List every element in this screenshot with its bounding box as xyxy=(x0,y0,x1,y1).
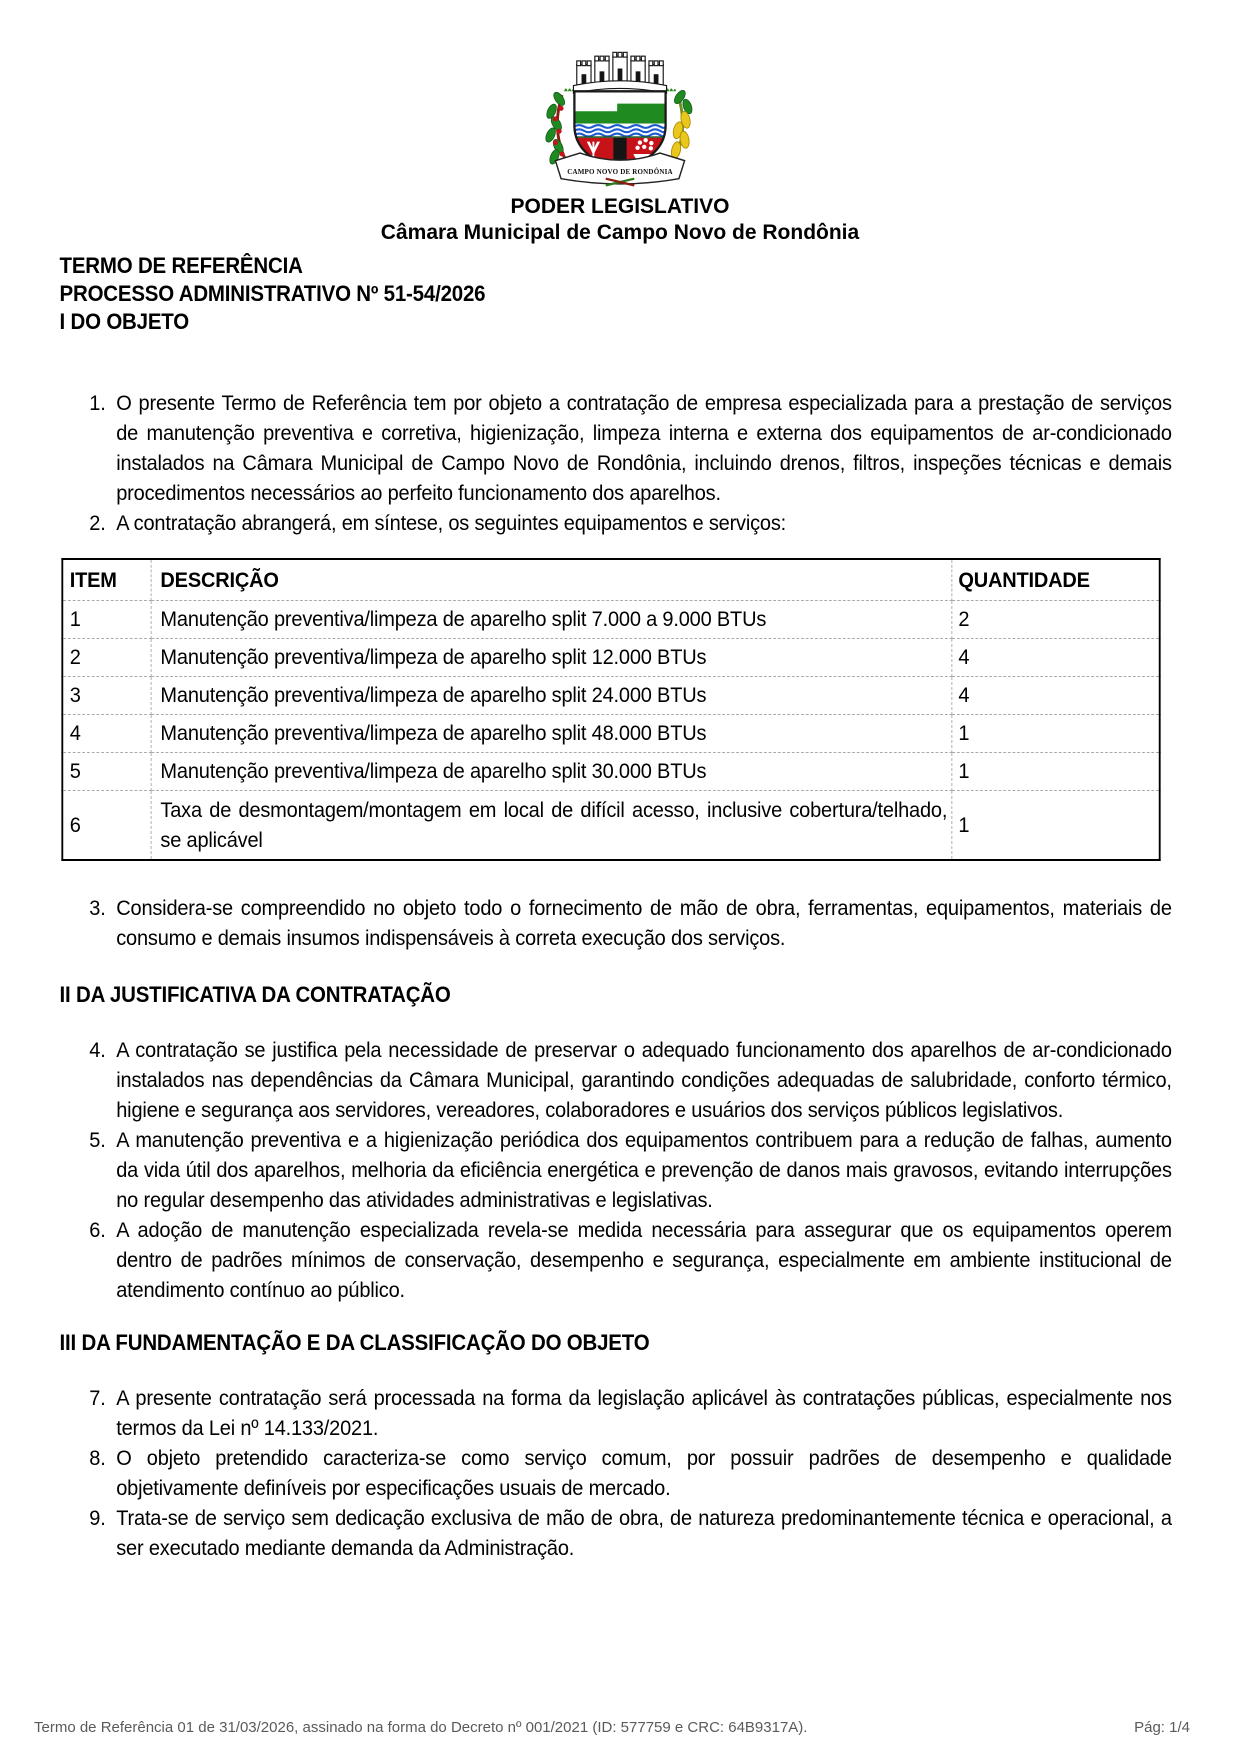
cell-item: 3 xyxy=(62,677,150,715)
table-header-row xyxy=(62,559,1159,601)
col-header-quantidade: QUANTIDADE xyxy=(951,559,1159,601)
table-row xyxy=(62,791,1159,861)
cell-item: 5 xyxy=(62,753,150,791)
table-row xyxy=(62,715,1159,753)
objeto-item-3 xyxy=(0,893,1172,953)
list-item-6-number: 6. xyxy=(89,1218,106,1242)
coat-of-arms-icon xyxy=(501,40,739,192)
list-item-3-text: Considera-se compreendido no objeto todo o fornecimento de mão de obra, ferramentas, equipamentos, materiais de consumo e demais insumos indispensáveis à correta execução dos serviços. xyxy=(116,896,1172,950)
list-item-8 xyxy=(89,1443,1172,1503)
list-item-4-number: 4. xyxy=(89,1038,106,1062)
coffee-branch-icon xyxy=(544,90,567,165)
list-item-7-number: 7. xyxy=(89,1386,106,1410)
col-header-descricao: DESCRIÇÃO xyxy=(151,559,952,601)
table-row xyxy=(62,677,1159,715)
table-row xyxy=(62,601,1159,639)
cell-qty: 4 xyxy=(951,639,1159,677)
list-item-7 xyxy=(89,1383,1172,1443)
list-item-8-text: O objeto pretendido caracteriza-se como serviço comum, por possuir padrões de desempenho e qualidade objetivamente definíveis por especificações usuais de mercado. xyxy=(116,1446,1172,1500)
list-item-9 xyxy=(89,1503,1172,1563)
list-item-5 xyxy=(89,1125,1172,1215)
cell-desc: Taxa de desmontagem/montagem em local de difícil acesso, inclusive cobertura/telhado, se aplicável xyxy=(151,791,952,861)
cell-desc: Manutenção preventiva/limpeza de aparelho split 12.000 BTUs xyxy=(151,639,952,677)
document-title-block xyxy=(60,252,1240,336)
crest-container xyxy=(0,0,1240,192)
cell-desc: Manutenção preventiva/limpeza de aparelho split 48.000 BTUs xyxy=(151,715,952,753)
cell-item: 1 xyxy=(62,601,150,639)
list-item-5-number: 5. xyxy=(89,1128,106,1152)
crest-motto: CAMPO NOVO DE RONDÔNIA xyxy=(567,167,673,176)
cell-qty: 1 xyxy=(951,791,1159,861)
mural-crown-icon xyxy=(573,52,666,93)
cell-item: 4 xyxy=(62,715,150,753)
list-item-1 xyxy=(89,388,1172,508)
section-heading-objeto: I DO OBJETO xyxy=(59,309,189,334)
objeto-items-1-2 xyxy=(0,388,1172,538)
list-item-6 xyxy=(89,1215,1172,1305)
footer-signature-note: Termo de Referência 01 de 31/03/2026, assinado na forma do Decreto nº 001/2021 (ID: 577759 e CRC: 64B9317A). xyxy=(34,1719,808,1736)
col-header-item: ITEM xyxy=(62,559,150,601)
cell-item: 6 xyxy=(62,791,150,861)
list-item-9-number: 9. xyxy=(89,1506,106,1530)
section-heading-fundamentacao: III DA FUNDAMENTAÇÃO E DA CLASSIFICAÇÃO DO OBJETO xyxy=(59,1330,650,1355)
justificativa-items xyxy=(0,1035,1172,1305)
list-item-1-number: 1. xyxy=(89,391,106,415)
table-row xyxy=(62,753,1159,791)
cell-item: 2 xyxy=(62,639,150,677)
cell-qty: 1 xyxy=(951,715,1159,753)
org-power-title: PODER LEGISLATIVO xyxy=(510,195,730,218)
list-item-2 xyxy=(89,508,1172,538)
cocoa-branch-icon xyxy=(670,88,694,162)
list-item-4-text: A contratação se justifica pela necessidade de preservar o adequado funcionamento dos aparelhos de ar-condicionado instalados nas dependências da Câmara Municipal, garantindo condições adequadas de salubridade, conforto térmico, higiene e segurança aos servidores, vereadores, colaboradores e usuários dos serviços públicos legislativos. xyxy=(116,1038,1172,1122)
list-item-2-text: A contratação abrangerá, em síntese, os seguintes equipamentos e serviços: xyxy=(116,511,787,535)
list-item-1-text: O presente Termo de Referência tem por objeto a contratação de empresa especializada para a prestação de serviços de manutenção preventiva e corretiva, higienização, limpeza interna e externa dos equipamentos de ar-condicionado instalados na Câmara Municipal de Campo Novo de Rondônia, incluindo drenos, filtros, inspeções técnicas e demais procedimentos necessários ao perfeito funcionamento dos aparelhos. xyxy=(116,391,1172,505)
fundamentacao-items xyxy=(0,1383,1172,1563)
footer-page-number: Pág: 1/4 xyxy=(1134,1719,1190,1736)
cell-desc: Manutenção preventiva/limpeza de aparelho split 7.000 a 9.000 BTUs xyxy=(151,601,952,639)
equipment-table xyxy=(61,558,1160,861)
doc-title: TERMO DE REFERÊNCIA xyxy=(59,253,303,278)
list-item-7-text: A presente contratação será processada na forma da legislação aplicável às contratações públicas, especialmente nos termos da Lei nº 14.133/2021. xyxy=(116,1386,1172,1440)
document-body xyxy=(0,252,1240,1563)
cell-qty: 4 xyxy=(951,677,1159,715)
org-name: Câmara Municipal de Campo Novo de Rondônia xyxy=(380,221,860,244)
table-row xyxy=(62,639,1159,677)
list-item-2-number: 2. xyxy=(89,511,106,535)
list-item-3 xyxy=(89,893,1172,953)
section-heading-justificativa: II DA JUSTIFICATIVA DA CONTRATAÇÃO xyxy=(59,982,451,1007)
cell-desc: Manutenção preventiva/limpeza de aparelho split 30.000 BTUs xyxy=(151,753,952,791)
list-item-5-text: A manutenção preventiva e a higienização periódica dos equipamentos contribuem para a redução de falhas, aumento da vida útil dos aparelhos, melhoria da eficiência energética e prevenção de danos mais gravosos, evitando interrupções no regular desempenho das atividades administrativas e legislativas. xyxy=(116,1128,1172,1212)
cell-qty: 1 xyxy=(951,753,1159,791)
list-item-4 xyxy=(89,1035,1172,1125)
list-item-9-text: Trata-se de serviço sem dedicação exclusiva de mão de obra, de natureza predominantemente técnica e operacional, a ser executado mediante demanda da Administração. xyxy=(116,1506,1172,1560)
cell-qty: 2 xyxy=(951,601,1159,639)
list-item-3-number: 3. xyxy=(89,896,106,920)
list-item-8-number: 8. xyxy=(89,1446,106,1470)
list-item-6-text: A adoção de manutenção especializada revela-se medida necessária para assegurar que os equipamentos operem dentro de padrões mínimos de conservação, desempenho e segurança, especialmente em ambiente institucional de atendimento contínuo ao público. xyxy=(116,1218,1172,1302)
doc-process-number: PROCESSO ADMINISTRATIVO Nº 51-54/2026 xyxy=(59,281,486,306)
cell-desc: Manutenção preventiva/limpeza de aparelho split 24.000 BTUs xyxy=(151,677,952,715)
